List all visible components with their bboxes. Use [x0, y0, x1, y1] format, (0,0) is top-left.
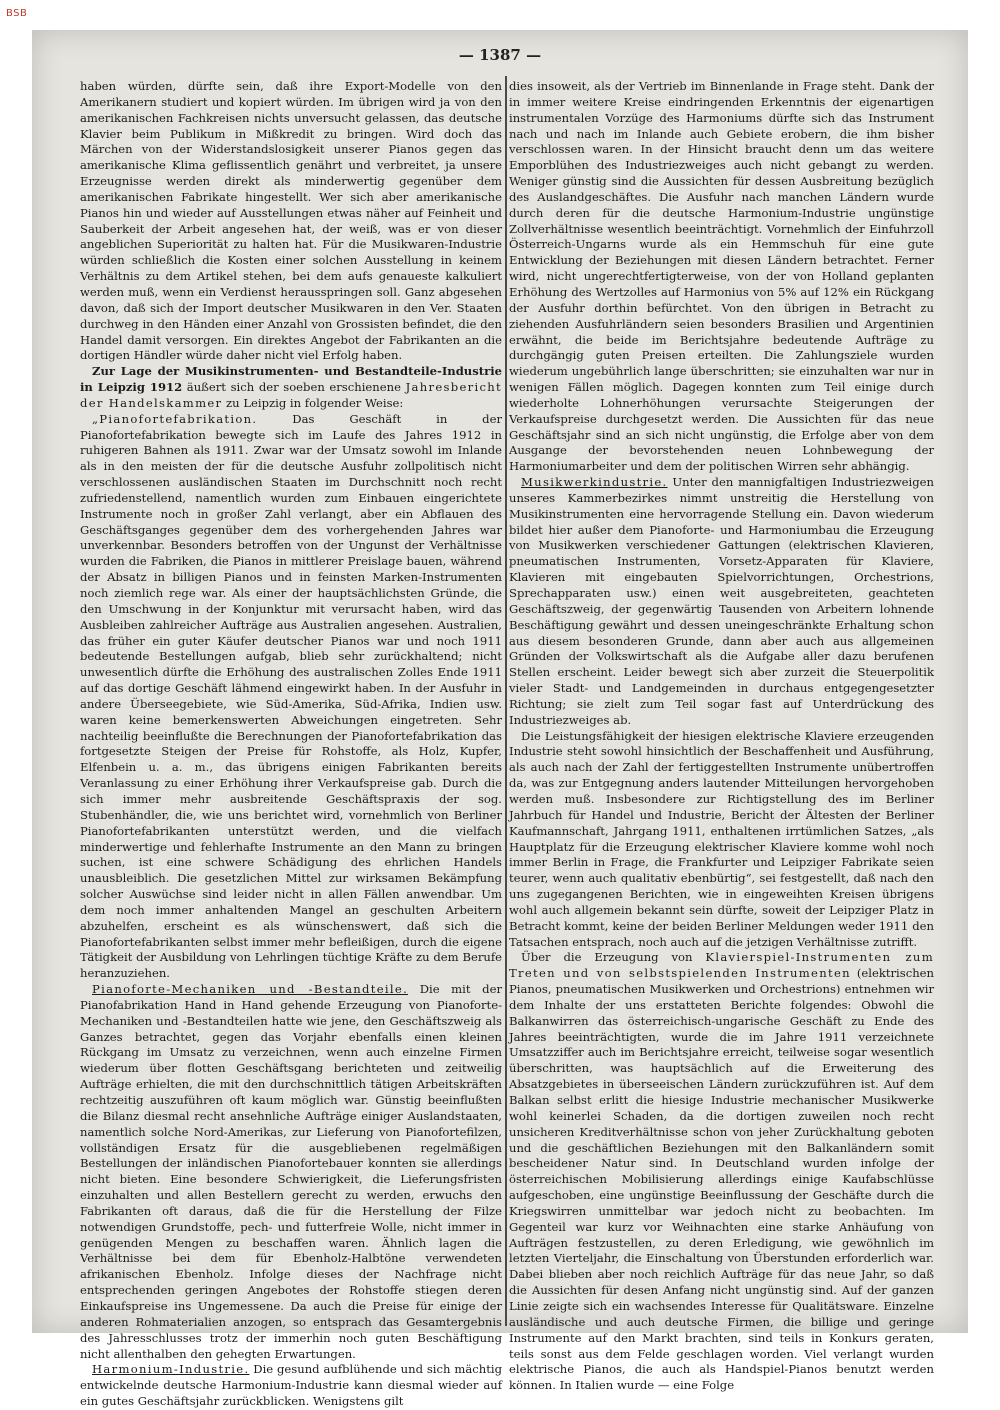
harmonium-heading: Harmonium-Industrie. — [92, 1362, 250, 1377]
klavierspiel-text: (elektrischen Pianos, pneumatischen Musikwerken und Orchestrions) entnehmen wir dem Inhalte der uns erstatteten Berichte folgendes: Obwohl die Balkanwirren das österreichisch-ungarische Geschäft zu Ende des Jahres beeinträchtigten, wurde die im Jahre 1911 verzeichnete Umsatzziffer auch im Berichtsjahre erreicht, teilweise sogar wesentlich überschritten, was hauptsächlich auf die Erweiterung des Absatzgebietes in überseeischen Ländern zurückzuführen ist. Auf dem Balkan selbst erlitt die hiesige Industrie mechanischer Musikwerke wohl keinerlei Schaden, da die dortigen zuweilen noch recht unsicheren Kreditverhältnisse schon von jeher Zurückhaltung geboten und die geschäftlichen Beziehungen mit den Balkanländern somit bescheidener Natur sind. In Deutschland wurden infolge der österreichischen Mobilisierung allerdings einige Kaufabschlüsse aufgeschoben, eine ungünstige Beeinflussung der Geschäfte durch die Kriegswirren unmittelbar war jedoch nicht zu beobachten. Im Gegenteil war kurz vor Weihnachten eine starke Anhäufung von Aufträgen festzustellen, zu deren Erledigung, wie gewöhnlich im letzten Vierteljahr, die Einschaltung von Überstunden erforderlich war. Dabei blieben aber noch reichlich Aufträge für das neue Jahr, so daß die Aussichten für desen Anfang nicht ungünstig sind. Auf der ganzen Linie zeigte sich ein wachsendes Interesse für Qualitätsware. Einzelne ausländische und auch deutsche Firmen, die billige und geringe Instrumente auf den Markt brachten, sind teils in Konkurs geraten, teils sonst aus dem Felde geschlagen worden. Viel verlangt wurden elektrische Pianos, die auch als Handspiel-Pianos benutzt werden können. In Italien wurde — eine Folge — [509, 966, 935, 1393]
paragraph-klavierspiel-instrumente — [509, 950, 934, 1394]
left-column — [80, 79, 502, 1409]
leipzig-report-text: äußert sich der soeben erschienene — [182, 380, 406, 395]
paragraph-leipzig-report — [80, 364, 502, 412]
klavierspiel-intro: Über die Erzeugung von — [521, 950, 706, 965]
mechaniken-text: Die mit der Pianofabrikation Hand in Hand gehende Erzeugung von Pianoforte-Mechaniken und -Bestandteilen hatte wie jene, den Geschäftszweig als Ganzes betrachtet, gegen das Vorjahr ebenfalls einen kleinen Rückgang im Umsatz zu verzeichnen, wenn auch einzelne Firmen wiederum über flotten Geschäftsgang berichteten und zeitweilig Aufträge erhielten, die mit den durchschnittlich tätigen Arbeitskräften rechtzeitig auszuführen oft kaum möglich war. Günstig beeinflußten die Bilanz diesmal recht ansehnliche Aufträge einiger Auslandstaaten, namentlich solche Nord-Amerikas, zur Lieferung von Pianofortefilzen, vollständigen Ersatz für die ausgebliebenen regelmäßigen Bestellungen der inländischen Pianofortebauer konnten sie allerdings nicht bieten. Eine besondere Schwierigkeit, die Lieferungsfristen einzuhalten und allen Bestellern gerecht zu werden, erwuchs den Fabrikanten oft daraus, daß die für die Herstellung der Filze notwendigen Grundstoffe, pech- und futterfreie Wolle, nicht immer in genügenden Mengen zu beschaffen waren. Ähnlich lagen die Verhältnisse bei dem für Ebenholz-Halbtöne verwendeten afrikanischen Ebenholz. Infolge dieses der Nachfrage nicht entsprechenden geringen Angebotes der Rohstoffe stiegen deren Einkaufspreise ins Ungemessene. Da auch die Preise für einige der anderen Rohmaterialien anzogen, so entsprach das Gesamtergebnis des Jahresschlusses trotz der immerhin noch guten Beschäftigung nicht allenthalben den gehegten Erwartungen. — [80, 982, 502, 1361]
leipzig-report-heading: Zur Lage der Musikinstrumenten- und Bestandteile-Industrie in Leipzig 1912 — [80, 364, 502, 395]
paragraph-harmonium — [80, 1362, 502, 1410]
leipzig-report-tail: zu Leipzig in folgender Weise: — [222, 395, 404, 410]
paragraph-harmonium-continued: dies insoweit, als der Vertrieb im Binnenlande in Frage steht. Dank der in immer weitere Kreise eindringenden Erkenntnis der eigenartigen instrumentalen Vorzüge des Harmoniums dürfte sich das Instrument nach und nach im Inlande auch Gebiete erobern, die ihm bisher verschlossen waren. In der Hinsicht braucht denn um das weitere Emporblühen des Industriezweiges auch nicht gebangt zu werden. Weniger günstig sind die Aussichten für dessen Ausbreitung bezüglich des Auslandgeschäftes. Die Ausfuhr nach manchen Ländern wurde durch deren für die deutsche Harmonium-Industrie ungünstige Zollverhältnisse wesentlich beeinträchtigt. Vornehmlich der Einfuhrzoll Österreich-Ungarns wurde als ein Hemmschuh für eine gute Entwicklung der Beziehungen mit diesen Ländern betrachtet. Ferner wird, nicht ungerechtfertigterweise, von der von Holland geplanten Erhöhung des Wertzolles auf Harmonius von 5% auf 12% ein Rückgang der Ausfuhr dorthin befürchtet. Von den übrigen in Betracht zu ziehenden Ausfuhrländern seien besonders Brasilien und Argentinien erwähnt, die beide im Berichtsjahre bedeutende Aufträge zu durchgängig guten Preisen erteilten. Die Zahlungsziele wurden wiederum ungebührlich lange überschritten; sie einzuhalten war nur in wenigen Fällen möglich. Dagegen konnten zum Teil einige durch wiederholte Lohnerhöhungen verursachte Steigerungen der Verkaufspreise durchgesetzt werden. Die Aussichten für das neue Geschäftsjahr sind an sich nicht ungünstig, die Erfolge aber von dem Ausgange der bevorstehenden neuen Lohnbewegung der Harmoniumarbeiter und dem der politischen Wirren sehr abhängig. — [509, 79, 934, 474]
harmonium-text: Die gesund aufblühende und sich mächtig entwickelnde deutsche Harmonium-Industrie kann diesmal wieder auf ein gutes Geschäftsjahr zurückblicken. Wenigstens gilt — [80, 1362, 502, 1409]
paragraph-pianofortefabrikation — [80, 412, 502, 982]
paragraph-mechaniken — [80, 982, 502, 1362]
musikwerkindustrie-heading: Musikwerkindustrie. — [521, 475, 668, 490]
scanned-page — [32, 30, 968, 1409]
paragraph-musikwerkindustrie — [509, 475, 934, 729]
pianofortefabrikation-heading: „Pianofortefabrikation. — [92, 411, 258, 426]
klavierspiel-heading: Klavierspiel-Instrumenten zum Treten und von selbstspielenden Instrumenten — [509, 950, 934, 981]
right-column — [509, 79, 935, 1393]
mechaniken-heading: Pianoforte-Mechaniken und -Bestandteile. — [92, 982, 409, 997]
page-number: — 1387 — — [458, 46, 542, 64]
leipzig-report-source: Jahresbericht der Handelskammer — [80, 380, 502, 410]
pianofortefabrikation-text: Das Geschäft in der Pianofortefabrikation bewegte sich im Laufe des Jahres 1912 in ruhigeren Bahnen als 1911. Zwar war der Umsatz sowohl im Inlande als in den meisten der für die deutsche Ausfuhr zollpolitisch nicht verschlossenen ausländischen Staaten im Durchschnitt noch recht zufriedenstellend, namentlich wurden zum Einbauen eingerichtete Instrumente noch in großer Zahl verlangt, aber ein Abflauen des Geschäftsganges gegenüber dem des vorhergehenden Jahres war unverkennbar. Besonders betroffen von der Ungunst der Verhältnisse wurden die Fabriken, die Pianos in mittlerer Preislage bauen, während der Absatz in billigen Pianos und in feinsten Marken-Instrumenten noch ziemlich rege war. Als einer der hauptsächlichsten Gründe, die den Umschwung in der Konjunktur mit verursacht haben, wird das Ausbleiben zahlreicher Aufträge aus Australien angesehen. Australien, das früher ein guter Käufer deutscher Pianos war und noch 1911 bedeutende Bestellungen aufgab, blieb sehr zurückhaltend; nicht unwesentlich dürfte die Erhöhung des australischen Zolles Ende 1911 auf das dortige Geschäft lähmend eingewirkt haben. In der Ausfuhr in andere Überseegebiete, wie Süd-Amerika, Süd-Afrika, Indien usw. waren keine bemerkenswerten Abweichungen eingetreten. Sehr nachteilig beeinflußte die Berechnungen der Pianofortefabrikation das fortgesetzte Steigen der Preise für Rohstoffe, als Holz, Kupfer, Elfenbein u. a. m., das übrigens einigen Fabrikanten bereits Veranlassung zu einer Erhöhung ihrer Verkaufspreise gab. Durch die sich immer mehr ausbreitende Geschäftspraxis der sog. Stubenhändler, die, wie uns berichtet wird, vornehmlich von Berliner Pianofortefabrikanten unterstützt werden, und die vielfach minderwertige und fehlerhafte Instrumente an den Mann zu bringen suchen, ist eine schwere Schädigung des ehrlichen Handels unausbleiblich. Die gesetzlichen Mittel zur wirksamen Bekämpfung solcher Auswüchse sind leider nicht in allen Fällen anwendbar. Um dem noch immer anhaltenden Mangel an geschulten Arbeitern abzuhelfen, erscheint es als wünschenswert, daß sich die Pianofortefabrikanten selbst immer mehr befleißigen, durch die eigene Tätigkeit der Ausbildung von Lehrlingen tüchtige Kräfte zu dem Berufe heranzuziehen. — [80, 411, 502, 981]
musikwerkindustrie-text: Unter den mannigfaltigen Industriezweigen unseres Kammerbezirkes nimmt unstreitig die Herstellung von Musikinstrumenten eine hervorragende Stellung ein. Davon wiederum bildet hier außer dem Pianoforte- und Harmoniumbau die Erzeugung von Musikwerken verschiedener Gattungen (elektrischen Klavieren, pneumatischen Instrumenten, Vorsetz-Apparaten für Klaviere, Klavieren mit eingebauten Spielvorrichtungen, Orchestrions, Sprechapparaten usw.) einen weit ausgebreiteten, geachteten Geschäftszweig, der gegenwärtig Tausenden von Arbeitern lohnende Beschäftigung gewährt und dessen uneingeschränkte Erhaltung schon aus diesem besonderen Grunde, dann aber auch aus allgemeinen Gründen der Volkswirtschaft als die Aufgabe aller dazu berufenen Stellen erscheint. Leider bewegt sich aber zurzeit die Steuerpolitik vieler Stadt- und Landgemeinden in durchaus entgegengesetzter Richtung; sie zielt zum Teil sogar fast auf Unterdrückung des Industriezweiges ab. — [509, 475, 934, 727]
column-divider — [505, 76, 507, 1326]
paragraph-export-models: haben würden, dürfte sein, daß ihre Export-Modelle von den Amerikanern studiert und kopiert würden. Im übrigen wird ja von den amerikanischen Fachkreisen nichts unversucht gelassen, das deutsche Klavier beim Publikum in Mißkredit zu bringen. Wird doch das Märchen von der Widerstandslosigkeit unserer Pianos gegen das amerikanische Klima geflissentlich genährt und verbreitet, ja unsere Erzeugnisse werden direkt als minderwertig gegenüber dem amerikanischen Fabrikate hingestellt. Wer sich aber amerikanische Pianos hin und wieder auf Ausstellungen etwas näher auf Feinheit und Sauberkeit der Arbeit angesehen hat, der weiß, was er von dieser angeblichen Superiorität zu halten hat. Für die Musikwaren-Industrie würden schließlich die Kosten einer solchen Ausstellung in keinem Verhältnis zu dem Artikel stehen, bei dem aufs genaueste kalkuliert werden muß, wenn ein Verdienst herausspringen soll. Ganz abgesehen davon, daß sich der Import deutscher Musikwaren in den Ver. Staaten durchweg in den Händen einer Anzahl von Grossisten befindet, die den Handel damit versorgen. Ein direktes Angebot der Fabrikanten an die dortigen Händler würde daher nicht viel Erfolg haben. — [80, 79, 502, 363]
paragraph-elektrische-klaviere: Die Leistungsfähigkeit der hiesigen elektrische Klaviere erzeugenden Industrie steht sowohl hinsichtlich der Beschaffenheit und Ausführung, als auch nach der Zahl der fertiggestellten Instrumente unübertroffen da, was zur Entgegnung anders lautender Mitteilungen hervorgehoben werden muß. Insbesondere zur Richtigstellung des im Berliner Jahrbuch für Handel und Industrie, Bericht der Ältesten der Berliner Kaufmannschaft, Jahrgang 1911, enthaltenen irrtümlichen Satzes, „als Hauptplatz für die Erzeugung elektrischer Klaviere komme wohl noch immer Berlin in Frage, die Frankfurter und Leipziger Fabrikate seien teurer, wenn auch qualitativ ebenbürtig“, sei festgestellt, daß nach den uns zugegangenen Berichten, wie in eingeweihten Kreisen übrigens wohl auch allgemein bekannt sein dürfte, soweit der Leipziger Platz in Betracht kommt, keine der beiden Berliner Meldungen weder 1911 den Tatsachen entsprach, noch auch auf die jetzigen Verhältnisse zutrifft. — [509, 728, 934, 949]
library-stamp: BSB — [6, 8, 28, 19]
